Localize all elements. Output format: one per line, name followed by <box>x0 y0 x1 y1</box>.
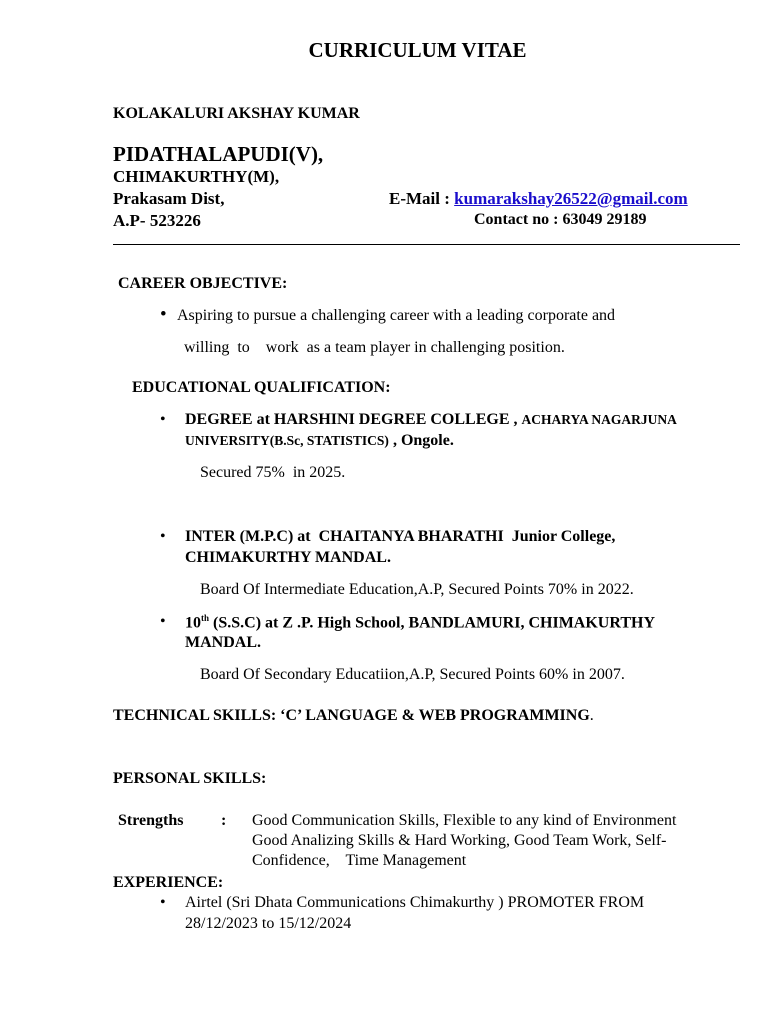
inter-detail: Board Of Intermediate Education,A.P, Secured Points 70% in 2022. <box>200 581 634 598</box>
bullet-icon: • <box>160 894 166 911</box>
technical-skills-text: TECHNICAL SKILLS: ‘C’ LANGUAGE & WEB PROGRAMMING <box>113 707 590 724</box>
technical-skills <box>113 707 594 725</box>
ssc-number: 10 <box>185 614 201 632</box>
address-pincode: A.P- 523226 <box>113 211 201 230</box>
degree-university-part2: UNIVERSITY(B.Sc, STATISTICS) <box>185 433 389 448</box>
ssc-superscript: th <box>201 613 210 623</box>
candidate-name: KOLAKALURI AKSHAY KUMAR <box>113 105 360 122</box>
technical-skills-period: . <box>589 707 594 724</box>
email-link[interactable]: kumarakshay26522@gmail.com <box>454 189 688 208</box>
experience-heading: EXPERIENCE: <box>113 874 224 891</box>
experience-line1: Airtel (Sri Dhata Communications Chimakurthy ) PROMOTER FROM <box>185 894 645 911</box>
strengths-line1: Good Communication Skills, Flexible to any kind of Environment <box>252 812 677 829</box>
email-label: E-Mail : <box>389 189 450 208</box>
strengths-colon: : <box>221 812 227 829</box>
contact-row <box>474 211 646 229</box>
address-village: PIDATHALAPUDI(V), <box>113 142 324 166</box>
career-objective-heading: CAREER OBJECTIVE: <box>118 275 288 292</box>
degree-title: DEGREE at HARSHINI DEGREE COLLEGE , <box>185 411 518 428</box>
address-district: Prakasam Dist, <box>113 189 225 208</box>
degree-detail: Secured 75% in 2025. <box>200 464 346 481</box>
phone-number: 63049 29189 <box>562 211 647 228</box>
phone-label: Contact no : <box>474 211 559 228</box>
address-mandal: CHIMAKURTHY(M), <box>113 167 280 186</box>
bullet-icon: • <box>160 613 166 630</box>
degree-line1 <box>185 411 677 429</box>
experience-line2: 28/12/2023 to 15/12/2024 <box>185 915 352 932</box>
career-objective-line1: Aspiring to pursue a challenging career with a leading corporate and <box>177 307 616 324</box>
career-objective-line2: willing to work as a team player in challenging position. <box>184 339 565 356</box>
degree-university-part1: ACHARYA NAGARJUNA <box>521 412 677 427</box>
personal-skills-heading: PERSONAL SKILLS: <box>113 770 267 787</box>
document-title: CURRICULUM VITAE <box>308 38 527 62</box>
bullet-icon: • <box>160 411 166 428</box>
ssc-line1-rest: (S.S.C) at Z .P. High School, BANDLAMURI, CHIMAKURTHY <box>209 614 656 632</box>
degree-line2 <box>185 432 454 450</box>
ssc-line1 <box>185 613 655 632</box>
email-row <box>389 189 688 209</box>
strengths-line3: Confidence, Time Management <box>252 852 467 869</box>
strengths-line2: Good Analizing Skills & Hard Working, Good Team Work, Self- <box>252 832 667 849</box>
strengths-label: Strengths <box>118 812 184 829</box>
inter-line2: CHIMAKURTHY MANDAL. <box>185 549 391 566</box>
education-heading: EDUCATIONAL QUALIFICATION: <box>132 379 391 396</box>
degree-place: , Ongole. <box>392 432 454 449</box>
inter-line1: INTER (M.P.C) at CHAITANYA BHARATHI Junior College, <box>185 528 616 545</box>
header-divider <box>113 244 740 245</box>
ssc-detail: Board Of Secondary Educatiion,A.P, Secured Points 60% in 2007. <box>200 666 625 683</box>
bullet-icon: • <box>160 528 166 545</box>
bullet-icon: • <box>160 304 167 325</box>
ssc-line2: MANDAL. <box>185 634 261 651</box>
